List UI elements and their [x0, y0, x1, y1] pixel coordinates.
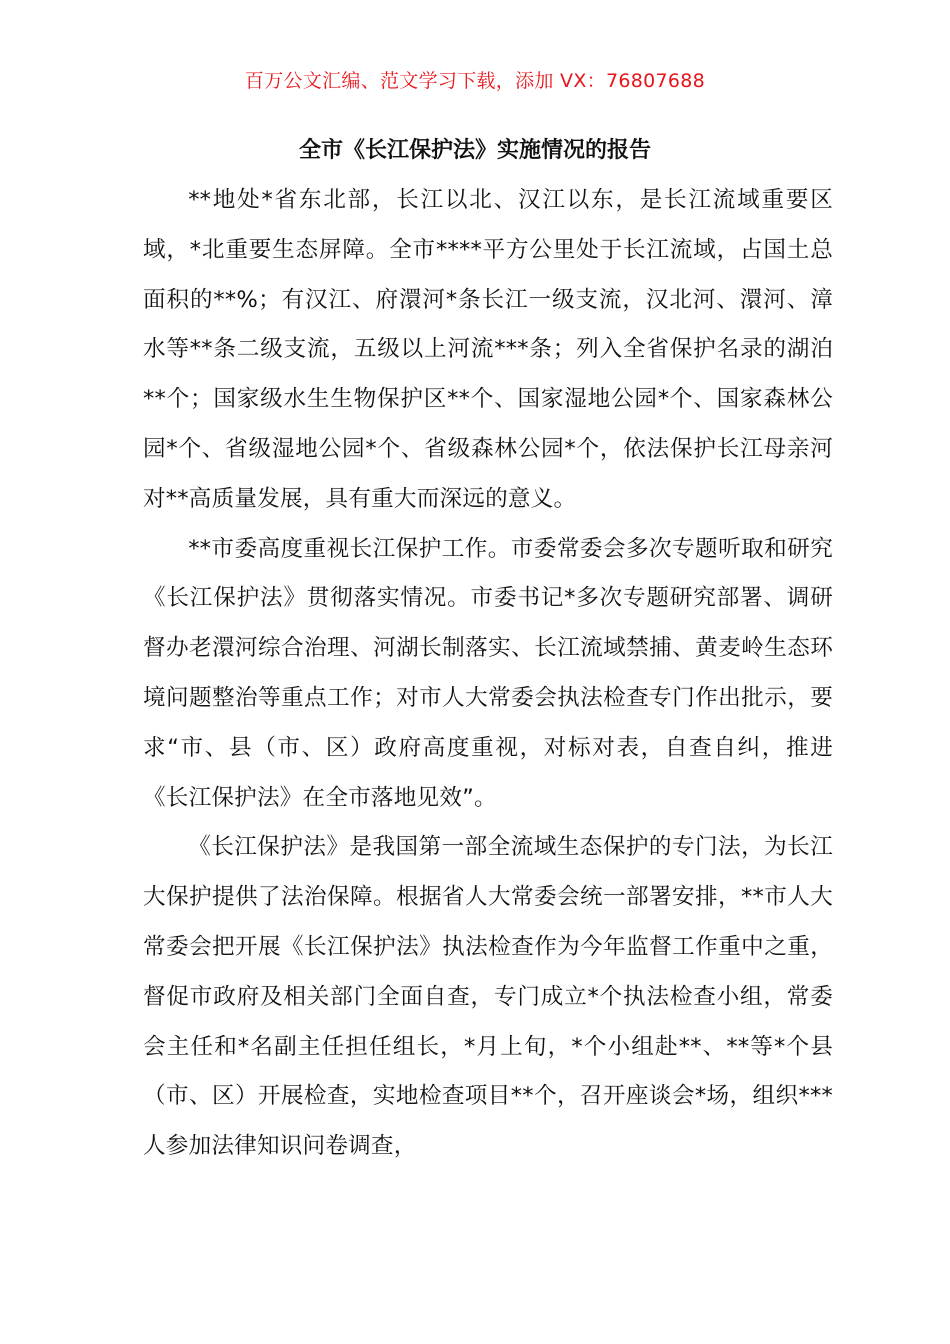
paragraph: **市委高度重视长江保护工作。市委常委会多次专题听取和研究《长江保护法》贯彻落实情况。市委书记*多次专题研究部署、调研督办老澴河综合治理、河湖长制落实、长江流域禁捕、黄麦岭生态环境问题整治等重点工作；对市人大常委会执法检查专门作出批示，要求“市、县（市、区）政府高度重视，对标对表，自查自纠，推进《长江保护法》在全市落地见效”。: [143, 535, 833, 811]
header-banner: 百万公文汇编、范文学习下载，添加 VX：76807688: [244, 70, 706, 92]
paragraph: 《长江保护法》是我国第一部全流域生态保护的专门法，为长江大保护提供了法治保障。根据省人大常委会统一部署安排，**市人大常委会把开展《长江保护法》执法检查作为今年监督工作重中之重，督促市政府及相关部门全面自查，专门成立*个执法检查小组，常委会主任和*名副主任担任组长，*月上旬，*个小组赴**、**等*个县（市、区）开展检查，实地检查项目**个，召开座谈会*场，组织***人参加法律知识问卷调查，: [143, 834, 833, 1160]
page-title: 全市《长江保护法》实施情况的报告: [298, 138, 651, 163]
paragraph: **地处*省东北部，长江以北、汉江以东，是长江流域重要区域，*北重要生态屏障。全市****平方公里处于长江流域，占国土总面积的**%；有汉江、府澴河*条长江一级支流，汉北河、澴河、漳水等**条二级支流，五级以上河流***条；列入全省保护名录的湖泊**个；国家级水生生物保护区**个、国家湿地公园*个、国家森林公园*个、省级湿地公园*个、省级森林公园*个，依法保护长江母亲河对**高质量发展，具有重大而深远的意义。: [143, 187, 833, 512]
document-body: [143, 176, 833, 1172]
